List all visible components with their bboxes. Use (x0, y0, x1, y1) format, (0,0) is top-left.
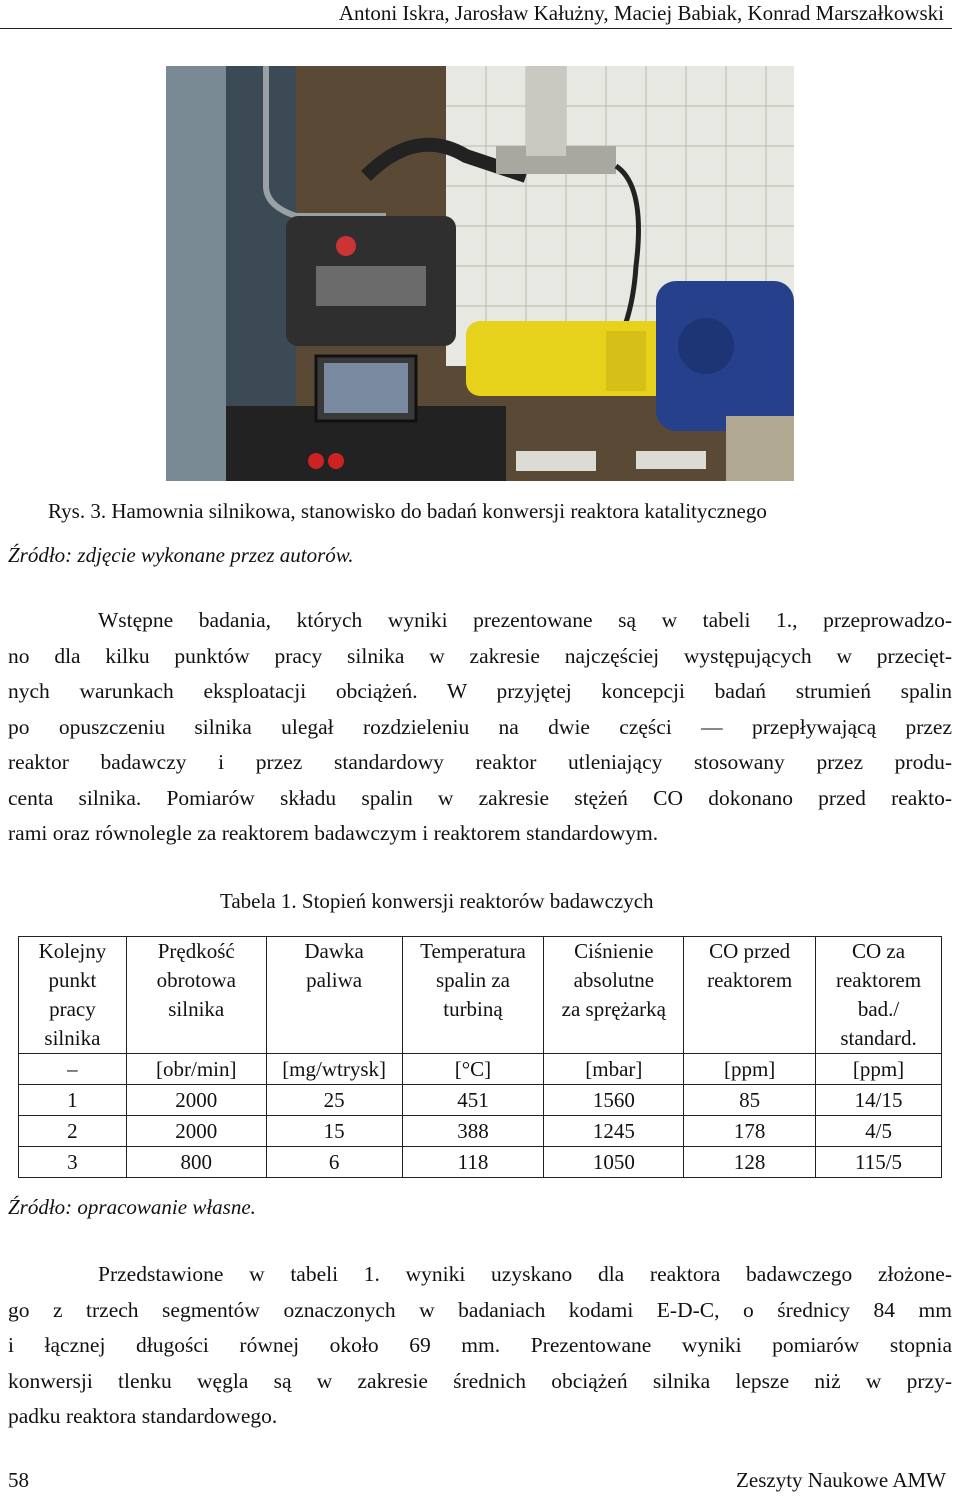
table-source: Źródło: opracowanie własne. (8, 1195, 256, 1219)
table-cell: 178 (684, 1116, 816, 1147)
table-header-row (19, 937, 942, 1054)
paragraph-line: go z trzech segmentów oznaczonych w badaniach kodami E-D-C, o średnicy 84 mm (8, 1297, 952, 1322)
unit-cell: [ppm] (684, 1054, 816, 1085)
table-cell: 2 (19, 1116, 127, 1147)
header-cell: Temperatura spalin za turbiną (402, 937, 544, 1054)
journal-name: Zeszyty Naukowe AMW (736, 1468, 946, 1492)
paragraph-2 (8, 1257, 952, 1435)
paragraph-line: padku reaktora standardowego. (8, 1404, 278, 1428)
table-cell: 14/15 (816, 1085, 942, 1116)
table-cell: 118 (402, 1147, 544, 1178)
paragraph-line: centa silnika. Pomiarów składu spalin w zakresie stężeń CO dokonano przed reakto- (8, 785, 952, 810)
table-row (19, 1147, 942, 1178)
unit-cell: – (19, 1054, 127, 1085)
unit-cell: [mg/wtrysk] (266, 1054, 402, 1085)
table-cell: 2000 (126, 1085, 266, 1116)
engine-dynamometer-photo (166, 66, 794, 481)
table-cell: 115/5 (816, 1147, 942, 1178)
table-cell: 25 (266, 1085, 402, 1116)
table-cell: 1050 (544, 1147, 684, 1178)
table-row (19, 1116, 942, 1147)
paragraph-line: Przedstawione w tabeli 1. wyniki uzyskano dla reaktora badawczego złożone- (98, 1262, 952, 1286)
figure-source: Źródło: zdjęcie wykonane przez autorów. (8, 543, 354, 567)
paragraph-line: Wstępne badania, których wyniki prezentowane są w tabeli 1., przeprowadzo- (98, 608, 952, 632)
table-row (19, 1085, 942, 1116)
paragraph-1 (8, 603, 952, 852)
table-cell: 800 (126, 1147, 266, 1178)
conversion-table (18, 936, 942, 1178)
unit-cell: [obr/min] (126, 1054, 266, 1085)
paragraph-line: nych warunkach eksploatacji obciążeń. W przyjętej koncepcji badań strumień spalin (8, 679, 952, 703)
header-cell: Ciśnienie absolutne za sprężarką (544, 937, 684, 1054)
unit-cell: [°C] (402, 1054, 544, 1085)
table-cell: 2000 (126, 1116, 266, 1147)
header-cell: CO przed reaktorem (684, 937, 816, 1054)
table-title: Tabela 1. Stopień konwersji reaktorów badawczych (220, 889, 654, 913)
paragraph-line: rami oraz równolegle za reaktorem badawczym i reaktorem standardowym. (8, 821, 659, 845)
unit-cell: [ppm] (816, 1054, 942, 1085)
paragraph-line: no dla kilku punktów pracy silnika w zakresie najczęściej występujących w przecięt- (8, 643, 952, 668)
figure-caption: Rys. 3. Hamownia silnikowa, stanowisko do badań konwersji reaktora katalitycznego (48, 499, 767, 523)
table-cell: 15 (266, 1116, 402, 1147)
table-cell: 1560 (544, 1085, 684, 1116)
table-cell: 1245 (544, 1116, 684, 1147)
table-cell: 451 (402, 1085, 544, 1116)
header-cell: CO za reaktorem bad./ standard. (816, 937, 942, 1054)
table-cell: 1 (19, 1085, 127, 1116)
table-cell: 3 (19, 1147, 127, 1178)
table-cell: 388 (402, 1116, 544, 1147)
header-cell: Dawka paliwa (266, 937, 402, 1054)
table-cell: 128 (684, 1147, 816, 1178)
paragraph-line: reaktor badawczy i przez standardowy reaktor utleniający stosowany przez produ- (8, 750, 952, 774)
table-cell: 4/5 (816, 1116, 942, 1147)
paragraph-line: i łącznej długości równej około 69 mm. Prezentowane wyniki pomiarów stopnia (8, 1333, 952, 1357)
table-cell: 6 (266, 1147, 402, 1178)
table-cell: 85 (684, 1085, 816, 1116)
header-cell: Prędkość obrotowa silnika (126, 937, 266, 1054)
page-number: 58 (8, 1468, 29, 1492)
paragraph-line: konwersji tlenku węgla są w zakresie średnich obciążeń silnika lepsze niż w przy- (8, 1368, 952, 1393)
unit-cell: [mbar] (544, 1054, 684, 1085)
table-units-row (19, 1054, 942, 1085)
authors-header: Antoni Iskra, Jarosław Kałużny, Maciej Babiak, Konrad Marszałkowski (338, 1, 944, 25)
header-cell: Kolejny punkt pracy silnika (19, 937, 127, 1054)
running-header (0, 0, 952, 29)
paragraph-line: po opuszczeniu silnika ulegał rozdzieleniu na dwie części — przepływającą przez (8, 714, 952, 739)
